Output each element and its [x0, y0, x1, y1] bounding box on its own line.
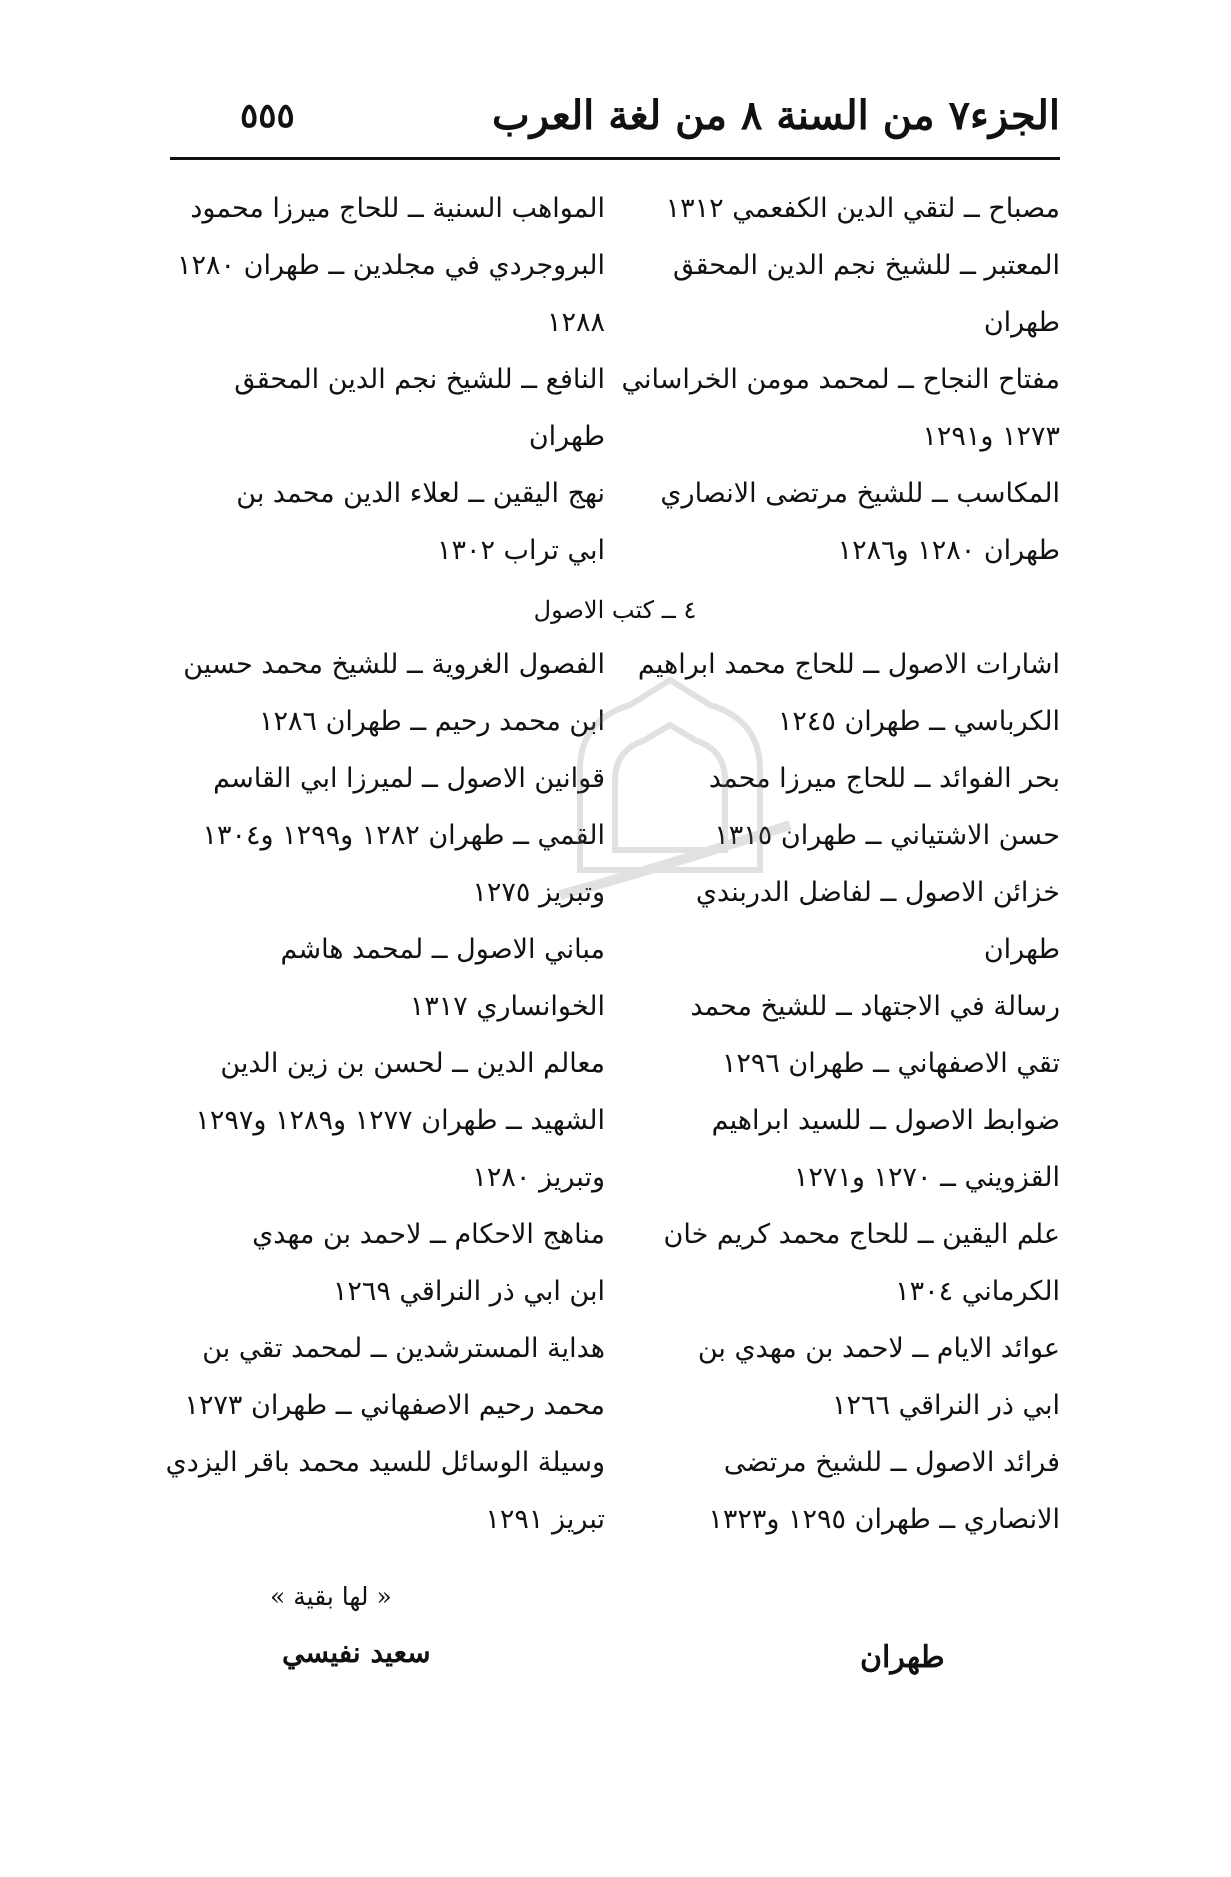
- list-line: طهران ١٢٨٠ و١٢٨٦: [837, 535, 1060, 566]
- list-line: ضوابط الاصول ــ للسيد ابراهيم: [711, 1105, 1060, 1136]
- list-line: ابي تراب ١٣٠٢: [436, 535, 605, 566]
- list-line: ابن ابي ذر النراقي ١٢٦٩: [332, 1276, 605, 1307]
- list-line: نهج اليقين ــ لعلاء الدين محمد بن: [236, 478, 605, 509]
- list-line: هداية المسترشدين ــ لمحمد تقي بن: [202, 1333, 605, 1364]
- page-number: ٥٥٥: [240, 96, 295, 136]
- list-line: ابن محمد رحيم ــ طهران ١٢٨٦: [259, 706, 605, 737]
- list-line: قوانين الاصول ــ لميرزا ابي القاسم: [213, 763, 605, 794]
- list-line: محمد رحيم الاصفهاني ــ طهران ١٢٧٣: [184, 1390, 605, 1421]
- list-line: عوائد الايام ــ لاحمد بن مهدي بن: [697, 1333, 1060, 1364]
- list-line: الشهيد ــ طهران ١٢٧٧ و١٢٨٩ و١٢٩٧: [195, 1105, 605, 1136]
- list-line: خزائن الاصول ــ لفاضل الدربندي: [695, 877, 1060, 908]
- signature-place: طهران: [860, 1640, 945, 1675]
- list-line: الكرماني ١٣٠٤: [895, 1276, 1060, 1307]
- header-rule: [170, 157, 1060, 160]
- list-line: الفصول الغروية ــ للشيخ محمد حسين: [183, 649, 605, 680]
- list-line: مناهج الاحكام ــ لاحمد بن مهدي: [252, 1219, 605, 1250]
- list-line: معالم الدين ــ لحسن بن زين الدين: [220, 1048, 605, 1079]
- list-line: مصباح ــ لتقي الدين الكفعمي ١٣١٢: [665, 193, 1060, 224]
- list-line: وتبريز ١٢٨٠: [472, 1162, 605, 1193]
- list-line: تبريز ١٢٩١: [485, 1504, 605, 1535]
- signature-name: سعيد نفيسي: [282, 1636, 431, 1669]
- right-column: [621, 180, 1060, 1548]
- list-line: المكاسب ــ للشيخ مرتضى الانصاري: [660, 478, 1060, 509]
- list-line: وسيلة الوسائل للسيد محمد باقر اليزدي: [165, 1447, 605, 1478]
- list-line: علم اليقين ــ للحاج محمد كريم خان: [663, 1219, 1060, 1250]
- list-line: طهران: [983, 934, 1060, 965]
- list-line: القمي ــ طهران ١٢٨٢ و١٢٩٩ و١٣٠٤: [202, 820, 605, 851]
- list-line: المواهب السنية ــ للحاج ميرزا محمود: [190, 193, 605, 224]
- list-line: البروجردي في مجلدين ــ طهران ١٢٨٠: [177, 250, 605, 281]
- list-line: الانصاري ــ طهران ١٢٩٥ و١٣٢٣: [708, 1504, 1060, 1535]
- running-title: الجزء٧ من السنة ٨ من لغة العرب: [491, 92, 1060, 139]
- left-column: [165, 180, 605, 1548]
- list-line: ١٢٧٣ و١٢٩١: [922, 421, 1060, 452]
- list-line: ابي ذر النراقي ١٢٦٦: [831, 1390, 1060, 1421]
- list-line: تقي الاصفهاني ــ طهران ١٢٩٦: [721, 1048, 1060, 1079]
- list-line: القزويني ــ ١٢٧٠ و١٢٧١: [793, 1162, 1060, 1193]
- list-line: طهران: [983, 307, 1060, 338]
- list-line: مباني الاصول ــ لمحمد هاشم: [280, 934, 605, 965]
- section-heading: ٤ ــ كتب الاصول: [533, 596, 697, 624]
- list-line: المعتبر ــ للشيخ نجم الدين المحقق: [673, 250, 1060, 281]
- page-header: [170, 92, 1060, 152]
- list-line: فرائد الاصول ــ للشيخ مرتضى: [723, 1447, 1060, 1478]
- list-line: حسن الاشتياني ــ طهران ١٣١٥: [714, 820, 1060, 851]
- list-line: طهران: [528, 421, 605, 452]
- list-line: الخوانساري ١٣١٧: [409, 991, 605, 1022]
- list-line: الكرباسي ــ طهران ١٢٤٥: [777, 706, 1060, 737]
- list-line: ١٢٨٨: [546, 307, 605, 338]
- list-line: النافع ــ للشيخ نجم الدين المحقق: [234, 364, 605, 395]
- list-line: وتبريز ١٢٧٥: [472, 877, 605, 908]
- list-line: رسالة في الاجتهاد ــ للشيخ محمد: [690, 991, 1060, 1022]
- continued-note: « لها بقية »: [270, 1582, 392, 1611]
- list-line: اشارات الاصول ــ للحاج محمد ابراهيم: [637, 649, 1060, 680]
- list-line: بحر الفوائد ــ للحاج ميرزا محمد: [708, 763, 1060, 794]
- list-line: مفتاح النجاح ــ لمحمد مومن الخراساني: [621, 364, 1060, 395]
